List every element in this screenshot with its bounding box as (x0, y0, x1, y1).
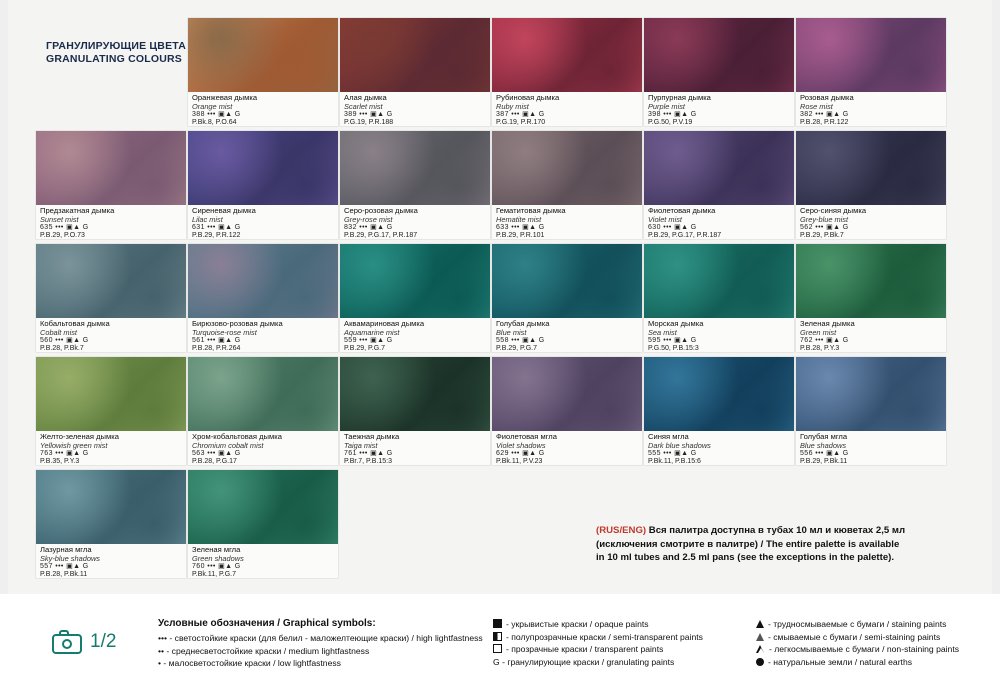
swatch-pigment: P.B.28, P.R.264 (192, 345, 241, 353)
swatch-name-ru: Зеленая мгла (192, 545, 241, 554)
legend-item: ••• - светостойкие краски (для белил - маложелтеющие краски) / high lightfastness (158, 633, 483, 643)
swatch-name-ru: Морская дымка (648, 319, 704, 328)
swatch-name-en: Aquamarine mist (344, 327, 400, 337)
swatch-name-ru: Кобальтовая дымка (40, 319, 110, 328)
swatch-card (644, 357, 794, 465)
swatch-pigment: P.B.28, P.Y.3 (800, 345, 840, 353)
swatch-name-ru: Аквамариновая дымка (344, 319, 425, 328)
swatch-name-en: Grey-rose mist (344, 214, 393, 224)
swatch-code: 388 ••• ▣▲ G (192, 111, 241, 118)
swatch-code: 560 ••• ▣▲ G (40, 337, 89, 344)
swatch-label (188, 431, 338, 465)
note-prefix: (RUS/ENG) (596, 525, 647, 536)
swatch-name-en: Blue mist (496, 327, 527, 337)
swatch-name-ru: Желто-зеленая дымка (40, 432, 119, 441)
swatch-name-en: Dark blue shadows (648, 440, 711, 450)
swatch-code: 630 ••• ▣▲ G (648, 224, 697, 231)
swatch-label (796, 431, 946, 465)
swatch-name-ru: Серо-розовая дымка (344, 206, 418, 215)
swatch-card (188, 357, 338, 465)
swatch-pigment: P.B.29, P.G.17, P.R.187 (648, 232, 722, 240)
page-indicator[interactable] (52, 630, 116, 654)
legend-item: • - малосветостойкие краски / low lightfastness (158, 658, 341, 669)
swatch-name-en: Sunset mist (40, 214, 79, 224)
swatch-card (340, 18, 490, 126)
swatch-name-en: Yellowish green mist (40, 440, 108, 450)
camera-icon (52, 630, 82, 654)
swatch-code: 763 ••• ▣▲ G (40, 450, 89, 457)
swatch-pigment: P.G.50, P.B.15:3 (648, 345, 699, 353)
swatch-name-en: Ruby mist (496, 101, 529, 111)
swatch-card (188, 18, 338, 126)
swatch-name-en: Cobalt mist (40, 327, 77, 337)
swatch-name-ru: Сиреневая дымка (192, 206, 256, 215)
swatch-pigment: P.Bk.8, P.O.64 (192, 119, 237, 127)
swatch-code: 558 ••• ▣▲ G (496, 337, 545, 344)
colour-swatch (644, 131, 794, 205)
swatch-name-en: Lilac mist (192, 214, 223, 224)
swatch-pigment: P.B.29, P.G.17, P.R.187 (344, 232, 418, 240)
legend-title: Условные обозначения / Graphical symbols: (158, 618, 376, 629)
note-line-1: Вся палитра доступна в тубах 10 мл и кюветах 2,5 мл (646, 525, 906, 536)
swatch-code: 389 ••• ▣▲ G (344, 111, 393, 118)
swatch-card (36, 357, 186, 465)
swatch-card (188, 470, 338, 578)
colour-swatch (796, 18, 946, 92)
swatch-label (644, 318, 794, 352)
colour-swatch (340, 357, 490, 431)
swatch-name-ru: Лазурная мгла (40, 545, 92, 554)
swatch-label (492, 431, 642, 465)
swatch-label (188, 318, 338, 352)
swatch-name-ru: Голубая дымка (496, 319, 550, 328)
swatch-name-en: Violet shadows (496, 440, 546, 450)
swatch-label (644, 205, 794, 239)
swatch-name-en: Violet mist (648, 214, 682, 224)
swatch-card (492, 244, 642, 352)
swatch-code: 555 ••• ▣▲ G (648, 450, 697, 457)
legend-item: - трудносмываемые с бумаги / staining paints (756, 618, 1000, 631)
swatch-card (796, 357, 946, 465)
swatch-label (36, 431, 186, 465)
swatch-label (188, 92, 338, 126)
colour-swatch (340, 131, 490, 205)
legend-item: - укрывистые краски / opaque paints (493, 618, 753, 631)
colour-swatch (36, 357, 186, 431)
swatch-code: 561 ••• ▣▲ G (192, 337, 241, 344)
swatch-label (36, 205, 186, 239)
swatch-name-ru: Предзакатная дымка (40, 206, 115, 215)
swatch-name-ru: Хром-кобальтовая дымка (192, 432, 282, 441)
legend-item: - легкосмываемые с бумаги / non-staining paints (756, 643, 1000, 656)
swatch-pigment: P.B.28, P.G.17 (192, 458, 237, 466)
swatch-name-en: Turquoise-rose mist (192, 327, 257, 337)
swatch-card (796, 131, 946, 239)
swatch-label (492, 318, 642, 352)
swatch-card (644, 131, 794, 239)
section-heading-ru: ГРАНУЛИРУЮЩИЕ ЦВЕТА (46, 40, 187, 52)
swatch-name-ru: Гематитовая дымка (496, 206, 566, 215)
legend-item: - прозрачные краски / transparent paints (493, 643, 753, 656)
swatch-label (36, 544, 186, 578)
swatch-name-en: Chromium cobalt mist (192, 440, 264, 450)
colour-swatch (188, 244, 338, 318)
colour-swatch (492, 357, 642, 431)
swatch-card (644, 18, 794, 126)
swatch-pigment: P.B.29, P.G.7 (344, 345, 385, 353)
swatch-name-en: Rose mist (800, 101, 833, 111)
swatch-pigment: P.Bk.11, P.V.23 (496, 458, 543, 466)
swatch-name-en: Grey-blue mist (800, 214, 849, 224)
section-heading (46, 40, 196, 65)
availability-note (596, 524, 952, 565)
swatch-name-ru: Серо-синяя дымка (800, 206, 867, 215)
swatch-pigment: P.B.29, P.R.101 (496, 232, 545, 240)
swatch-card (644, 244, 794, 352)
swatch-card (340, 131, 490, 239)
colour-swatch (492, 18, 642, 92)
swatch-name-ru: Фиолетовая мгла (496, 432, 557, 441)
staining-icon (756, 620, 764, 628)
swatch-label (340, 318, 490, 352)
colour-swatch (340, 244, 490, 318)
swatch-card (796, 244, 946, 352)
colour-swatch (492, 131, 642, 205)
swatch-card (188, 244, 338, 352)
colour-swatch (36, 131, 186, 205)
swatch-pigment: P.Bk.11, P.B.15:6 (648, 458, 701, 466)
swatch-pigment: P.B.29, P.G.7 (496, 345, 537, 353)
swatch-card (36, 131, 186, 239)
colour-swatch (644, 244, 794, 318)
swatch-card (36, 244, 186, 352)
natural-earth-icon (756, 658, 764, 666)
colour-swatch (188, 470, 338, 544)
swatch-label (340, 431, 490, 465)
swatch-card (492, 18, 642, 126)
swatch-name-en: Taiga mist (344, 440, 378, 450)
swatch-name-ru: Рубиновая дымка (496, 93, 560, 102)
swatch-name-en: Hematite mist (496, 214, 542, 224)
swatch-pigment: P.G.50, P.V.19 (648, 119, 693, 127)
swatch-name-ru: Розовая дымка (800, 93, 854, 102)
colour-swatch (340, 18, 490, 92)
swatch-code: 398 ••• ▣▲ G (648, 111, 697, 118)
swatch-name-en: Green mist (800, 327, 837, 337)
legend-column-opacity (493, 618, 753, 668)
swatch-name-ru: Фиолетовая дымка (648, 206, 716, 215)
swatch-pigment: P.Bk.11, P.G.7 (192, 571, 236, 579)
swatch-label (796, 318, 946, 352)
swatch-label (644, 92, 794, 126)
legend-item: - натуральные земли / natural earths (756, 656, 1000, 669)
legend-item: - полупрозрачные краски / semi-transparent paints (493, 631, 753, 644)
swatch-label (188, 205, 338, 239)
colour-swatch (188, 357, 338, 431)
colour-swatch (36, 470, 186, 544)
swatch-label (796, 92, 946, 126)
swatch-label (492, 92, 642, 126)
swatch-code: 760 ••• ▣▲ G (192, 563, 241, 570)
swatch-name-en: Sea mist (648, 327, 677, 337)
swatch-code: 563 ••• ▣▲ G (192, 450, 241, 457)
swatch-name-ru: Алая дымка (344, 93, 387, 102)
swatch-pigment: P.B.29, P.R.122 (192, 232, 241, 240)
swatch-name-ru: Голубая мгла (800, 432, 848, 441)
swatch-pigment: P.Br.7, P.B.15:3 (344, 458, 393, 466)
swatch-code: 635 ••• ▣▲ G (40, 224, 89, 231)
swatch-code: 387 ••• ▣▲ G (496, 111, 545, 118)
swatch-pigment: P.B.28, P.Bk.7 (40, 345, 84, 353)
swatch-name-en: Purple mist (648, 101, 685, 111)
swatch-pigment: P.B.28, P.R.122 (800, 119, 849, 127)
colour-swatch (36, 244, 186, 318)
swatch-name-ru: Синяя мгла (648, 432, 689, 441)
swatch-name-en: Orange mist (192, 101, 233, 111)
swatch-label (644, 431, 794, 465)
swatch-pigment: P.B.29, P.O.73 (40, 232, 85, 240)
swatch-code: 595 ••• ▣▲ G (648, 337, 697, 344)
semi-transparent-icon (493, 632, 502, 641)
colour-swatch (796, 244, 946, 318)
swatch-pigment: P.G.19, P.R.188 (344, 119, 394, 127)
swatch-name-ru: Пурпурная дымка (648, 93, 711, 102)
non-staining-icon (756, 645, 765, 653)
swatch-code: 629 ••• ▣▲ G (496, 450, 545, 457)
swatch-card (492, 357, 642, 465)
swatch-name-ru: Бирюзово-розовая дымка (192, 319, 283, 328)
colour-swatch (188, 131, 338, 205)
swatch-pigment: P.B.35, P.Y.3 (40, 458, 80, 466)
page-indicator-text: 1/2 (90, 631, 117, 652)
section-heading-en: GRANULATING COLOURS (46, 52, 183, 65)
swatch-label (188, 544, 338, 578)
swatch-card (492, 131, 642, 239)
transparent-icon (493, 644, 502, 653)
swatch-name-ru: Оранжевая дымка (192, 93, 258, 102)
colour-swatch (644, 357, 794, 431)
swatch-pigment: P.B.29, P.Bk.11 (800, 458, 848, 466)
opaque-icon (493, 619, 502, 628)
swatch-pigment: P.B.29, P.Bk.7 (800, 232, 844, 240)
swatch-code: 382 ••• ▣▲ G (800, 111, 849, 118)
swatch-card (796, 18, 946, 126)
swatch-code: 562 ••• ▣▲ G (800, 224, 849, 231)
legend-item: - смываемые с бумаги / semi-staining paints (756, 631, 1000, 644)
swatch-card (340, 357, 490, 465)
swatch-name-en: Green shadows (192, 553, 244, 563)
legend (38, 618, 978, 694)
swatch-label (340, 205, 490, 239)
legend-item: •• - среднесветостойкие краски / medium lightfastness (158, 645, 370, 656)
swatch-name-en: Scarlet mist (344, 101, 383, 111)
swatch-label (340, 92, 490, 126)
swatch-label (492, 205, 642, 239)
swatch-code: 631 ••• ▣▲ G (192, 224, 241, 231)
swatch-card (188, 131, 338, 239)
colour-swatch (796, 131, 946, 205)
swatch-card (36, 470, 186, 578)
swatch-name-en: Sky-blue shadows (40, 553, 100, 563)
swatch-code: 557 ••• ▣▲ G (40, 563, 89, 570)
legend-column-staining (756, 618, 1000, 668)
swatch-name-ru: Зеленая дымка (800, 319, 855, 328)
note-line-2: (исключения смотрите в палитре) / The entire palette is available (596, 538, 900, 550)
swatch-code: 559 ••• ▣▲ G (344, 337, 393, 344)
swatch-code: 633 ••• ▣▲ G (496, 224, 545, 231)
semi-staining-icon (756, 633, 764, 641)
note-line-3: in 10 ml tubes and 2.5 ml pans (see the exceptions in the palette). (596, 552, 895, 563)
legend-column-lightfastness (158, 618, 488, 670)
swatch-card (340, 244, 490, 352)
swatch-label (36, 318, 186, 352)
swatch-code: 761 ••• ▣▲ G (344, 450, 393, 457)
colour-swatch (796, 357, 946, 431)
swatch-name-en: Blue shadows (800, 440, 847, 450)
legend-item: G - гранулирующие краски / granulating paints (493, 656, 675, 667)
swatch-name-ru: Таежная дымка (344, 432, 400, 441)
colour-swatch (492, 244, 642, 318)
swatch-code: 762 ••• ▣▲ G (800, 337, 849, 344)
colour-swatch (644, 18, 794, 92)
swatch-pigment: P.G.19, P.R.170 (496, 119, 546, 127)
swatch-label (796, 205, 946, 239)
swatch-pigment: P.B.28, P.Bk.11 (40, 571, 88, 579)
colour-swatch (188, 18, 338, 92)
swatch-code: 556 ••• ▣▲ G (800, 450, 849, 457)
swatch-code: 832 ••• ▣▲ G (344, 224, 393, 231)
